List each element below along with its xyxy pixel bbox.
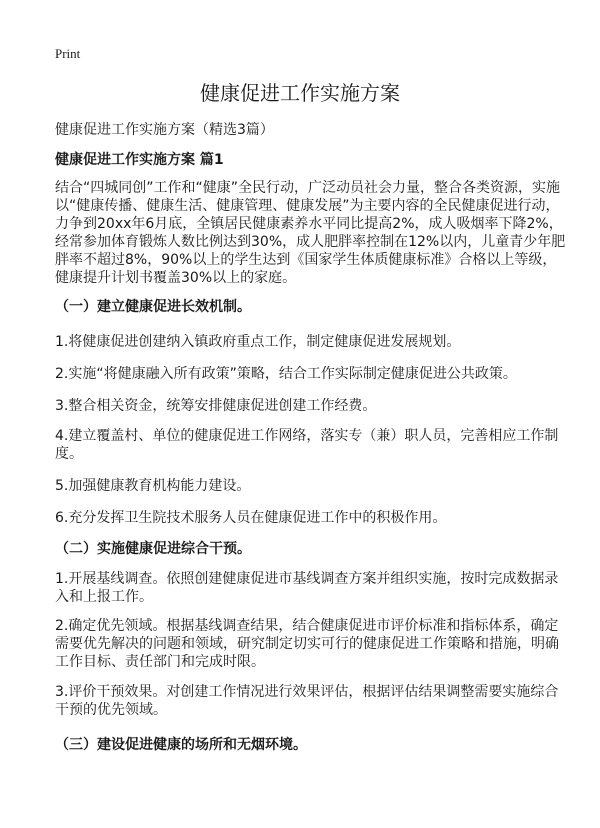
document-subtitle: 健康促进工作实施方案（精选3篇） [55,122,274,138]
list-item [55,509,555,527]
part2-heading: （二）实施健康促进综合干预。 [55,541,251,557]
text-line: 6.充分发挥卫生院技术服务人员在健康促进工作中的积极作用。 [55,510,447,526]
text-line: 干预的优先领域。 [55,702,167,718]
text-line: 1.开展基线调查。依照创建健康促进市基线调查方案并组织实施，按时完成数据录 [55,571,559,587]
text-line: 经常参加体育锻炼人数比例达到30%，成人肥胖率控制在12%以内，儿童青少年肥 [55,234,566,250]
print-label: Print [55,46,81,61]
text-line: 力争到20xx年6月底，全镇居民健康素养水平同比提高2%，成人吸烟率下降2%， [55,216,563,232]
list-item [55,365,555,383]
text-line: 胖率不超过8%，90%以上的学生达到《国家学生体质健康标准》合格以上等级， [55,252,557,268]
list-item [55,570,559,606]
list-item [55,397,555,415]
list-item [55,683,559,719]
text-line: 5.加强健康教育机构能力建设。 [55,478,251,494]
text-line: 2.确定优先领域。根据基线调查结果，结合健康促进市评价标准和指标体系，确定 [55,618,559,634]
text-line: 以“健康传播、健康生活、健康管理、健康发展”为主要内容的全民健康促进行动， [55,198,560,214]
intro-paragraph [55,179,566,287]
text-line: 入和上报工作。 [55,589,153,605]
text-line: 度。 [55,446,83,462]
text-line: 1.将健康促进创建纳入镇政府重点工作，制定健康促进发展规划。 [55,334,461,350]
part1-heading: （一）建立健康促进长效机制。 [55,299,251,315]
document-title: 健康促进工作实施方案 [200,81,400,105]
text-line: 3.整合相关资金，统筹安排健康促进创建工作经费。 [55,398,377,414]
text-line: 结合“四城同创”工作和“健康”全民行动，广泛动员社会力量，整合各类资源，实施 [55,180,561,196]
text-line: 4.建立覆盖村、单位的健康促进工作网络，落实专（兼）职人员，完善相应工作制 [55,428,559,444]
text-line: 2.实施“将健康融入所有政策”策略，结合工作实际制定健康促进公共政策。 [55,366,517,382]
list-item [55,333,555,351]
text-line: 健康提升计划书覆盖30%以上的家庭。 [55,270,297,286]
text-line: 需要优先解决的问题和领域，研究制定切实可行的健康促进工作策略和措施，明确 [55,636,559,652]
list-item [55,427,559,463]
list-item [55,617,559,671]
part3-heading: （三）建设促进健康的场所和无烟环境。 [55,737,307,753]
section-heading: 健康促进工作实施方案 篇1 [55,152,224,168]
text-line: 工作目标、责任部门和完成时限。 [55,654,265,670]
text-line: 3.评价干预效果。对创建工作情况进行效果评估，根据评估结果调整需要实施综合 [55,684,559,700]
list-item [55,477,555,495]
